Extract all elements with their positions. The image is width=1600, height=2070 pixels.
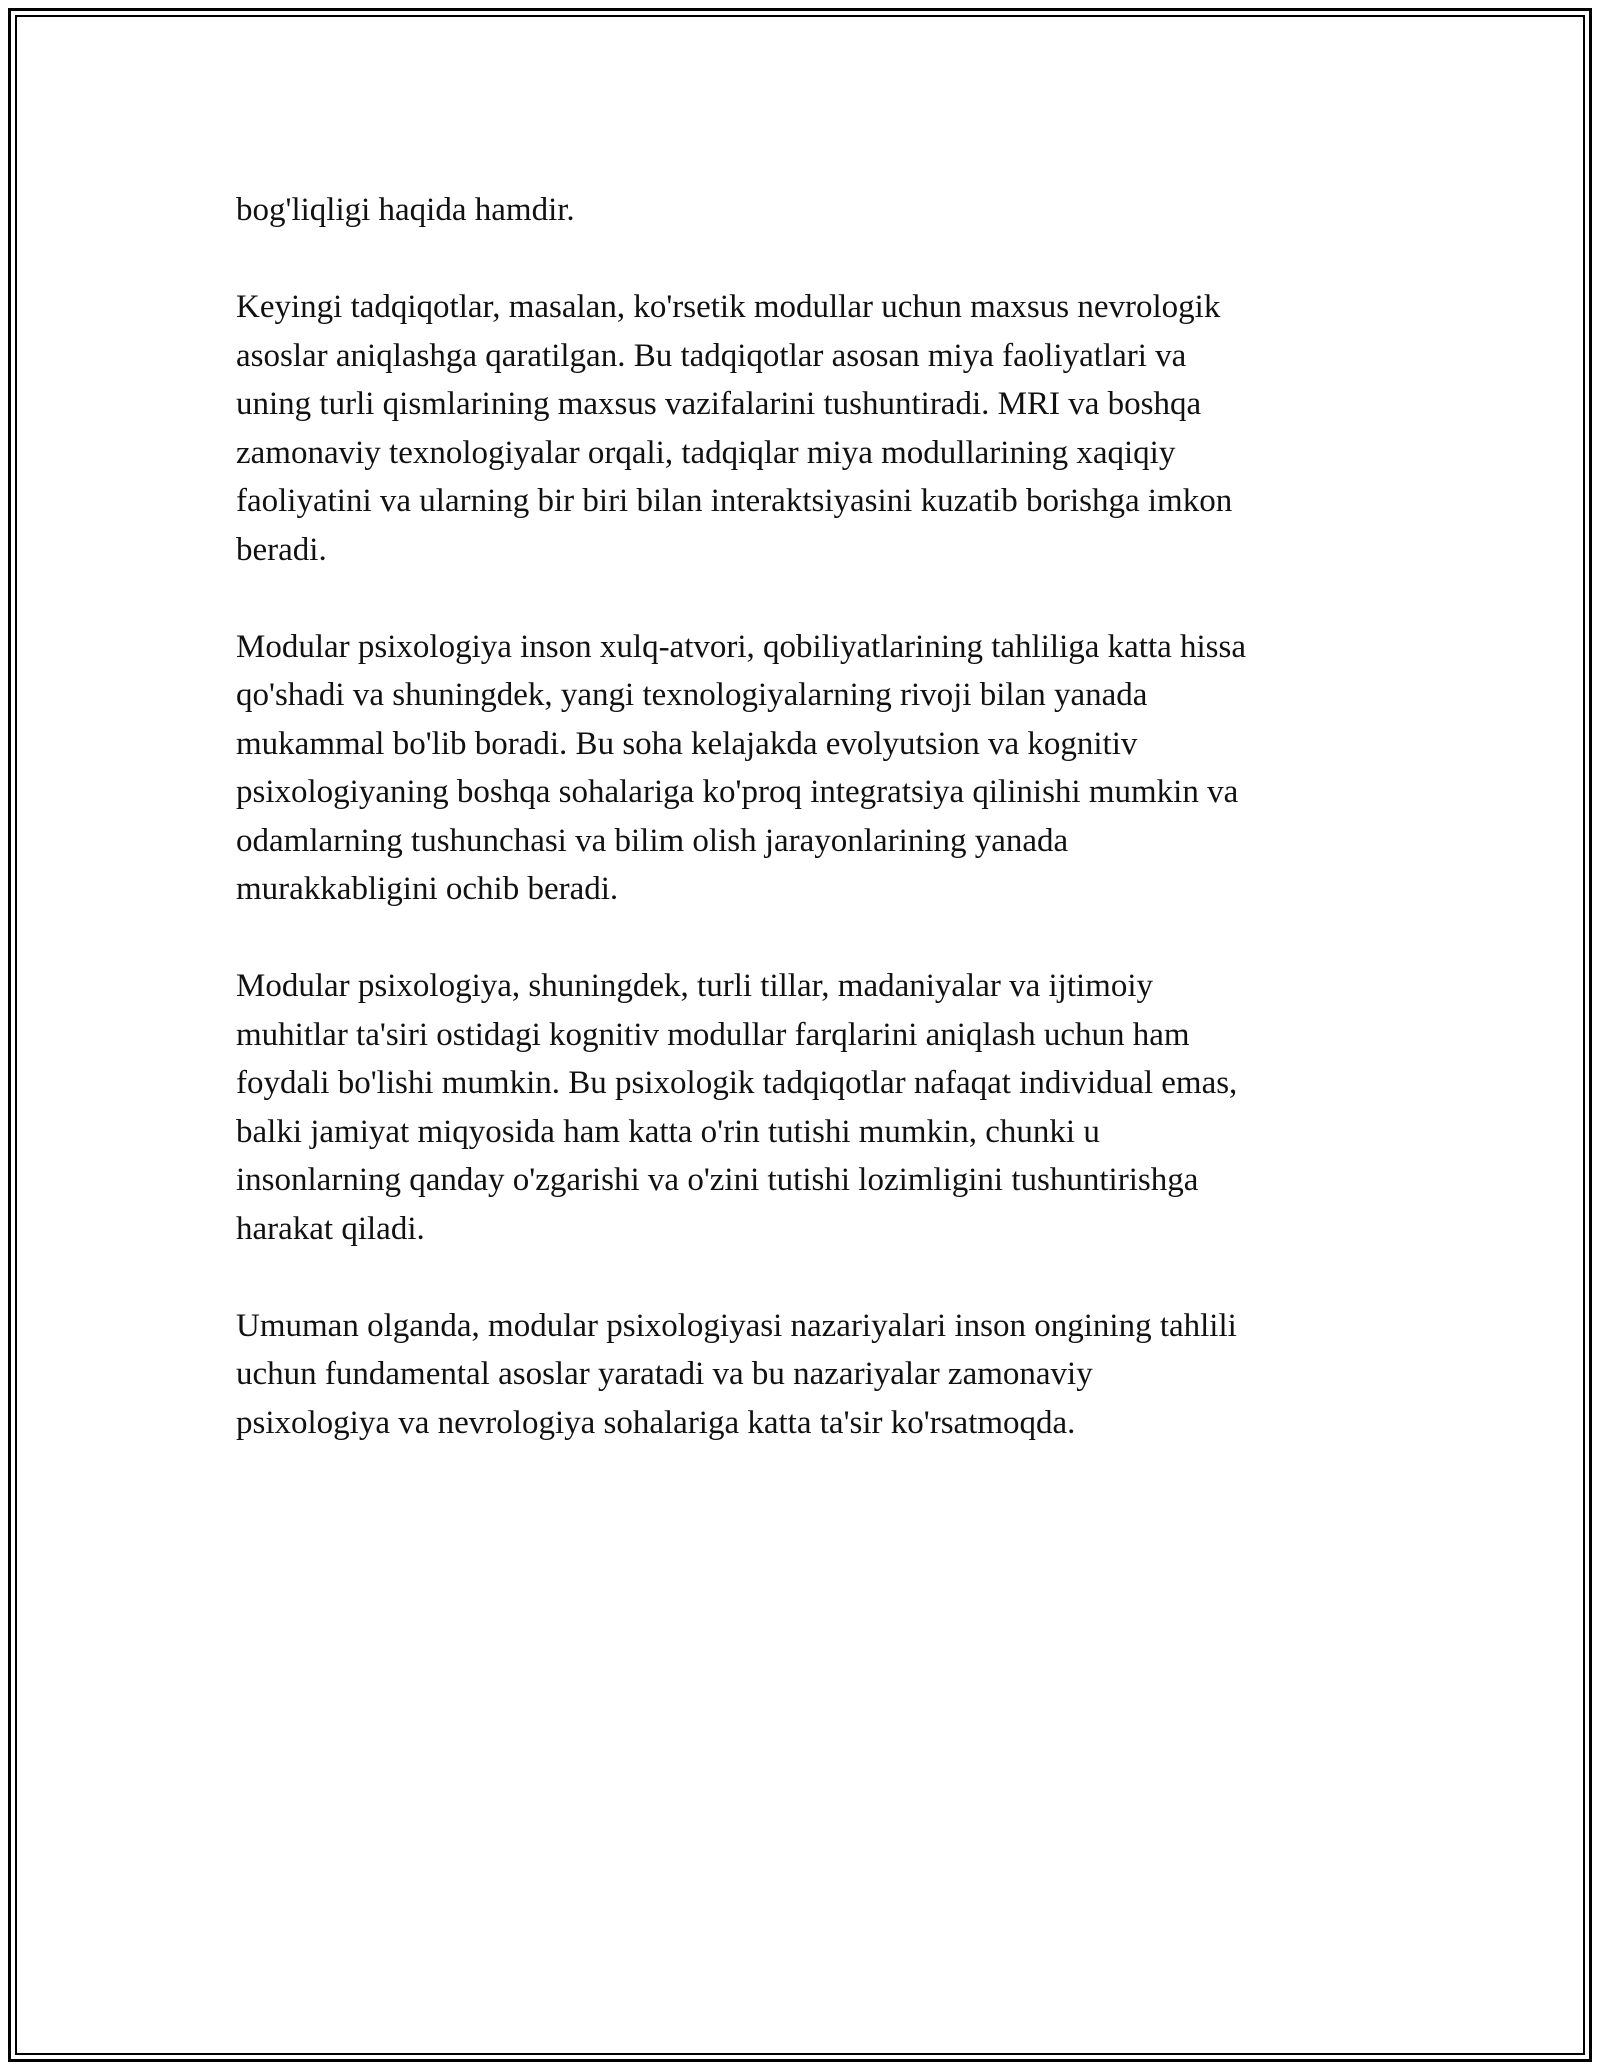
text-line: zamonaviy texnologiyalar orqali, tadqiqlar miya modullarining xaqiqiy <box>236 434 1176 471</box>
text-line: Keyingi tadqiqotlar, masalan, ko'rsetik modullar uchun maxsus nevrologik <box>236 289 1221 325</box>
text-line: psixologiya va nevrologiya sohalariga katta ta'sir ko'rsatmoqda. <box>236 1404 1076 1441</box>
text-line: qo'shadi va shuningdek, yangi texnologiyalarning rivoji bilan yanada <box>236 677 1148 713</box>
text-line: foydali bo'lishi mumkin. Bu psixologik tadqiqotlar nafaqat individual emas, <box>236 1065 1238 1101</box>
paragraph-3 <box>236 623 1376 914</box>
text-line: balki jamiyat miqyosida ham katta o'rin tutishi mumkin, chunki u <box>236 1113 1100 1150</box>
text-line: mukammal bo'lib boradi. Bu soha kelajakda evolyutsion va kognitiv <box>236 725 1138 762</box>
document-body <box>236 186 1376 1496</box>
text-line: faoliyatini va ularning bir biri bilan interaktsiyasini kuzatib borishga imkon <box>236 483 1233 519</box>
text-line: psixologiyaning boshqa sohalariga ko'proq integratsiya qilinishi mumkin va <box>236 774 1239 810</box>
text-line: Umuman olganda, modular psixologiyasi nazariyalari inson ongining tahlili <box>236 1307 1237 1344</box>
text-line: insonlarning qanday o'zgarishi va o'zini tutishi lozimligini tushuntirishga <box>236 1162 1199 1198</box>
text-line: beradi. <box>236 531 327 568</box>
text-line: muhitlar ta'siri ostidagi kognitiv modullar farqlarini aniqlash uchun ham <box>236 1016 1190 1053</box>
paragraph-5 <box>236 1302 1376 1448</box>
paragraph-1 <box>236 186 1376 235</box>
text-line: bog'liqligi haqida hamdir. <box>236 192 575 228</box>
text-line: Modular psixologiya, shuningdek, turli tillar, madaniyalar va ijtimoiy <box>236 968 1154 1004</box>
text-line: murakkabligini ochib beradi. <box>236 871 619 907</box>
paragraph-2 <box>236 283 1376 574</box>
text-line: odamlarning tushunchasi va bilim olish jarayonlarining yanada <box>236 822 1069 859</box>
text-line: uning turli qismlarining maxsus vazifalarini tushuntiradi. MRI va boshqa <box>236 386 1202 422</box>
text-line: harakat qiladi. <box>236 1210 425 1247</box>
text-line: asoslar aniqlashga qaratilgan. Bu tadqiqotlar asosan miya faoliyatlari va <box>236 337 1187 374</box>
text-line: Modular psixologiya inson xulq-atvori, qobiliyatlarining tahliliga katta hissa <box>236 628 1247 665</box>
text-line: uchun fundamental asoslar yaratadi va bu nazariyalar zamonaviy <box>236 1356 1093 1392</box>
paragraph-4 <box>236 962 1376 1253</box>
